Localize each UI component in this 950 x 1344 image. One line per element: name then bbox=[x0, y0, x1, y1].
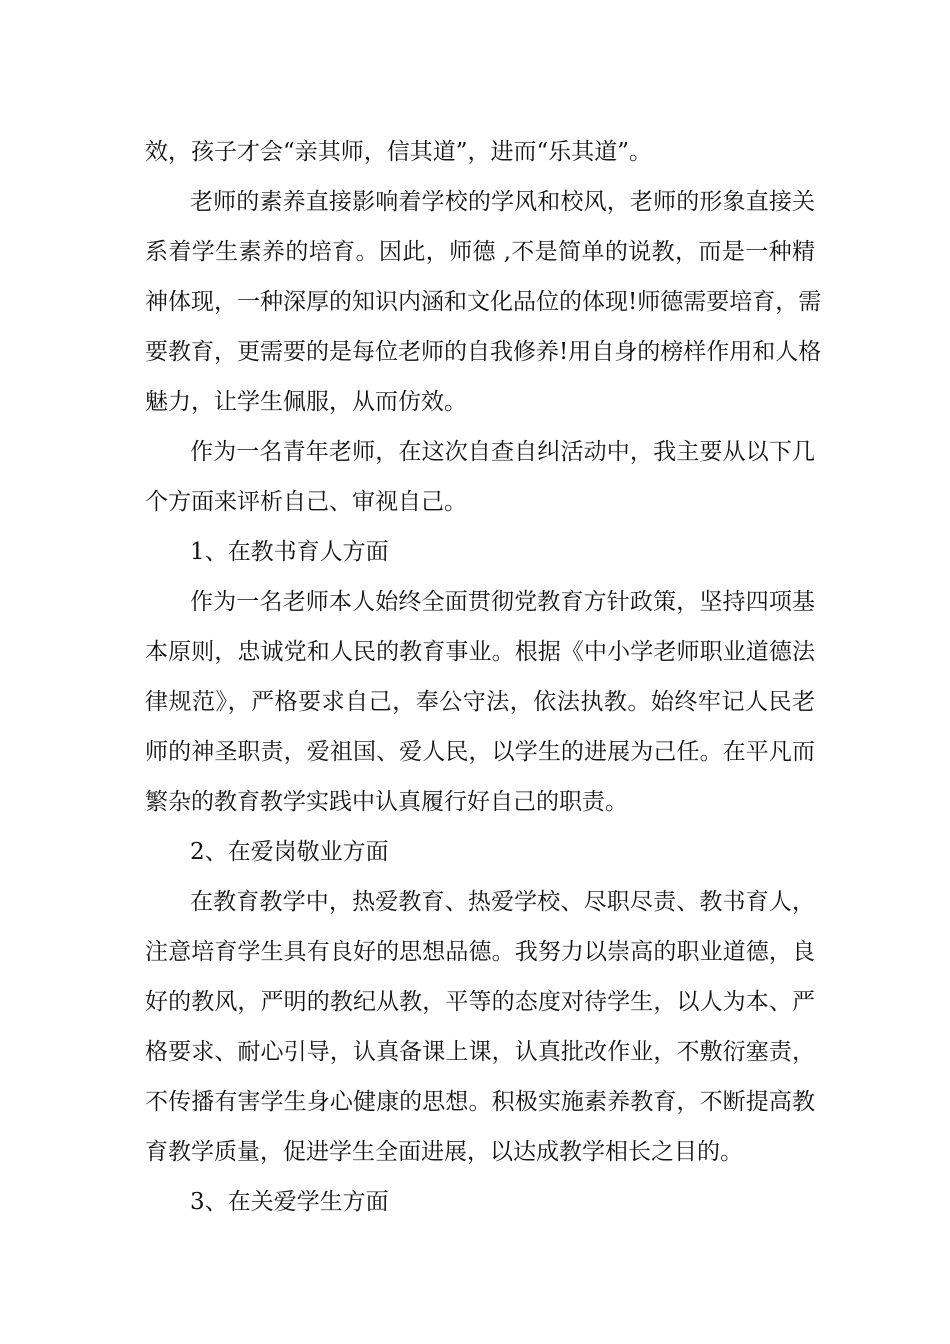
text-line-10: 作为一名老师本人始终全面贯彻党教育方针政策，坚持四项基 bbox=[190, 589, 815, 615]
text-line-13: 师的神圣职责，爱祖国、爱人民，以学生的进展为己任。在平凡而 bbox=[145, 739, 815, 765]
text-line-21: 育教学质量，促进学生全面进展，以达成教学相长之目的。 bbox=[145, 1139, 743, 1165]
text-line-7: 作为一名青年老师，在这次自查自纠活动中，我主要从以下几 bbox=[190, 439, 815, 465]
text-line-18: 好的教风，严明的教纪从教，平等的态度对待学生，以人为本、严 bbox=[145, 989, 815, 1015]
text-line-19: 格要求、耐心引导，认真备课上课，认真批改作业，不敷衍塞责， bbox=[145, 1039, 815, 1065]
text-line-11: 本原则，忠诚党和人民的教育事业。根据《中小学老师职业道德法 bbox=[145, 639, 815, 665]
text-line-12: 律规范》，严格要求自己，奉公守法，依法执教。始终牢记人民老 bbox=[145, 689, 815, 715]
text-line-3: 系着学生素养的培育。因此，师德 ,不是简单的说教，而是一种精 bbox=[145, 239, 815, 265]
text-line-2: 老师的素养直接影响着学校的学风和校风，老师的形象直接关 bbox=[190, 189, 815, 215]
text-line-6: 魅力，让学生佩服，从而仿效。 bbox=[145, 389, 467, 415]
text-line-1: 效，孩子才会“亲其师，信其道”，进而“乐其道”。 bbox=[145, 139, 653, 165]
text-line-16: 在教育教学中，热爱教育、热爱学校、尽职尽责、教书育人， bbox=[190, 889, 815, 915]
text-line-14: 繁杂的教育教学实践中认真履行好自己的职责。 bbox=[145, 789, 628, 815]
section-heading-2: 2、在爱岗敬业方面 bbox=[190, 839, 389, 865]
text-line-17: 注意培育学生具有良好的思想品德。我努力以崇高的职业道德，良 bbox=[145, 939, 815, 965]
section-heading-1: 1、在教书育人方面 bbox=[190, 539, 389, 565]
section-heading-3: 3、在关爱学生方面 bbox=[190, 1189, 389, 1215]
text-line-4: 神体现，一种深厚的知识内涵和文化品位的体现!师德需要培育，需 bbox=[145, 289, 822, 315]
text-line-5: 要教育，更需要的是每位老师的自我修养!用自身的榜样作用和人格 bbox=[145, 339, 822, 365]
text-line-8: 个方面来评析自己、审视自己。 bbox=[145, 489, 467, 515]
text-line-20: 不传播有害学生身心健康的思想。积极实施素养教育，不断提高教 bbox=[145, 1089, 815, 1115]
